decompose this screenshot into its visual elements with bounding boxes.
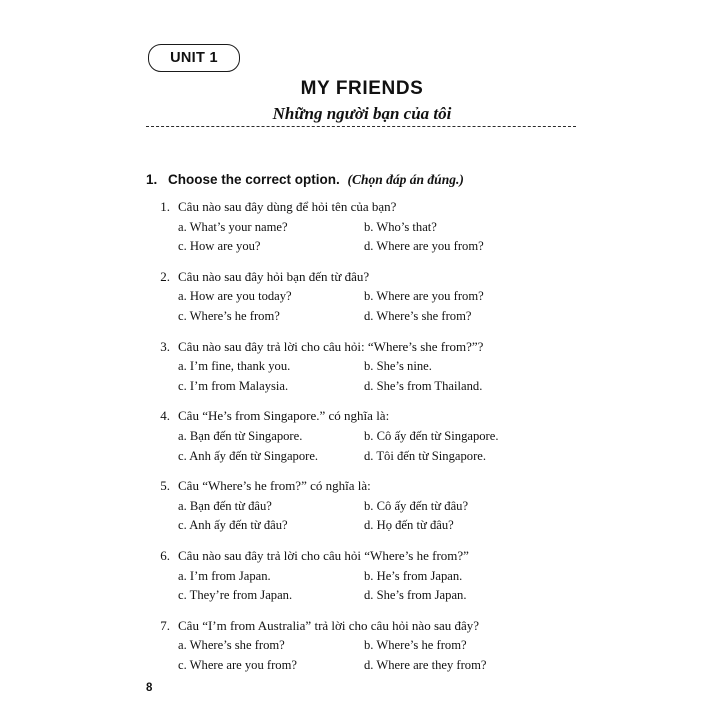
option-a[interactable]: a. I’m from Japan. bbox=[178, 568, 271, 583]
option-b[interactable]: b. Who’s that? bbox=[364, 219, 437, 234]
option-c[interactable]: c. How are you? bbox=[178, 239, 261, 254]
option-c[interactable]: c. Where are you from? bbox=[178, 657, 297, 672]
question-text: Câu nào sau đây trả lời cho câu hỏi: “Where’s she from?”? bbox=[178, 338, 484, 354]
option-c[interactable]: c. I’m from Malaysia. bbox=[178, 378, 289, 393]
option-b[interactable]: b. Cô ấy đến từ đâu? bbox=[364, 498, 469, 513]
question-text: Câu nào sau đây dùng để hỏi tên của bạn? bbox=[178, 199, 397, 214]
question-text: Câu nào sau đây trả lời cho câu hỏi “Where’s he from?” bbox=[178, 547, 469, 563]
option-b[interactable]: b. Cô ấy đến từ Singapore. bbox=[364, 428, 499, 443]
question-item bbox=[146, 477, 586, 535]
option-b[interactable]: b. He’s from Japan. bbox=[364, 568, 463, 583]
option-c[interactable]: c. They’re from Japan. bbox=[178, 588, 293, 603]
option-a[interactable]: a. Bạn đến từ Singapore. bbox=[178, 428, 303, 443]
unit-badge bbox=[148, 44, 240, 72]
option-grid bbox=[178, 219, 586, 256]
question-text: Câu “Where’s he from?” có nghĩa là: bbox=[178, 478, 371, 494]
exercise-1 bbox=[146, 172, 586, 687]
exercise-instruction-en: Choose the correct option. bbox=[168, 172, 340, 187]
option-grid bbox=[178, 637, 586, 674]
option-d[interactable]: d. Where’s she from? bbox=[364, 308, 472, 323]
question-item bbox=[146, 338, 586, 396]
question-item bbox=[146, 617, 586, 675]
question-number: 2. bbox=[160, 268, 170, 284]
option-c[interactable]: c. Anh ấy đến từ Singapore. bbox=[178, 448, 319, 463]
option-grid bbox=[178, 358, 586, 395]
option-grid bbox=[178, 498, 586, 535]
question-number: 4. bbox=[160, 408, 170, 424]
exercise-heading bbox=[146, 172, 586, 188]
question-text: Câu “I’m from Australia” trả lời cho câu hỏi nào sau đây? bbox=[178, 617, 480, 633]
question-list bbox=[146, 198, 586, 675]
option-a[interactable]: a. Where’s she from? bbox=[178, 638, 285, 653]
option-d[interactable]: d. She’s from Japan. bbox=[364, 588, 467, 603]
option-grid bbox=[178, 568, 586, 605]
option-grid bbox=[178, 288, 586, 325]
option-b[interactable]: b. Where are you from? bbox=[364, 289, 484, 304]
question-text: Câu nào sau đây hỏi bạn đến từ đâu? bbox=[178, 268, 370, 284]
option-d[interactable]: d. Where are they from? bbox=[364, 657, 487, 672]
question-item bbox=[146, 198, 586, 256]
exercise-number: 1. bbox=[146, 172, 158, 187]
option-grid bbox=[178, 428, 586, 465]
question-item bbox=[146, 407, 586, 465]
question-number: 3. bbox=[160, 338, 170, 354]
question-number: 5. bbox=[160, 478, 170, 494]
option-a[interactable]: a. What’s your name? bbox=[178, 219, 288, 234]
page-subtitle: Những người bạn của tôi bbox=[272, 104, 452, 123]
page-title: MY FRIENDS bbox=[300, 78, 424, 99]
question-number: 1. bbox=[160, 199, 170, 214]
dashed-divider bbox=[146, 126, 576, 127]
option-c[interactable]: c. Anh ấy đến từ đâu? bbox=[178, 518, 288, 533]
question-item bbox=[146, 547, 586, 605]
option-a[interactable]: a. I’m fine, thank you. bbox=[178, 359, 291, 374]
exercise-instruction-vi: (Chọn đáp án đúng.) bbox=[347, 172, 464, 187]
question-number: 6. bbox=[160, 547, 170, 563]
page-number: 8 bbox=[146, 682, 153, 694]
question-item bbox=[146, 268, 586, 326]
option-a[interactable]: a. Bạn đến từ đâu? bbox=[178, 498, 272, 513]
option-c[interactable]: c. Where’s he from? bbox=[178, 308, 280, 323]
option-a[interactable]: a. How are you today? bbox=[178, 289, 292, 304]
option-b[interactable]: b. Where’s he from? bbox=[364, 638, 467, 653]
option-d[interactable]: d. Họ đến từ đâu? bbox=[364, 518, 454, 533]
option-d[interactable]: d. Tôi đến từ Singapore. bbox=[364, 448, 487, 463]
page-title-block bbox=[148, 78, 576, 124]
option-b[interactable]: b. She’s nine. bbox=[364, 359, 432, 374]
question-number: 7. bbox=[160, 617, 170, 633]
question-text: Câu “He’s from Singapore.” có nghĩa là: bbox=[178, 408, 390, 424]
option-d[interactable]: d. Where are you from? bbox=[364, 239, 484, 254]
unit-badge-label: UNIT 1 bbox=[170, 50, 218, 66]
option-d[interactable]: d. She’s from Thailand. bbox=[364, 378, 483, 393]
